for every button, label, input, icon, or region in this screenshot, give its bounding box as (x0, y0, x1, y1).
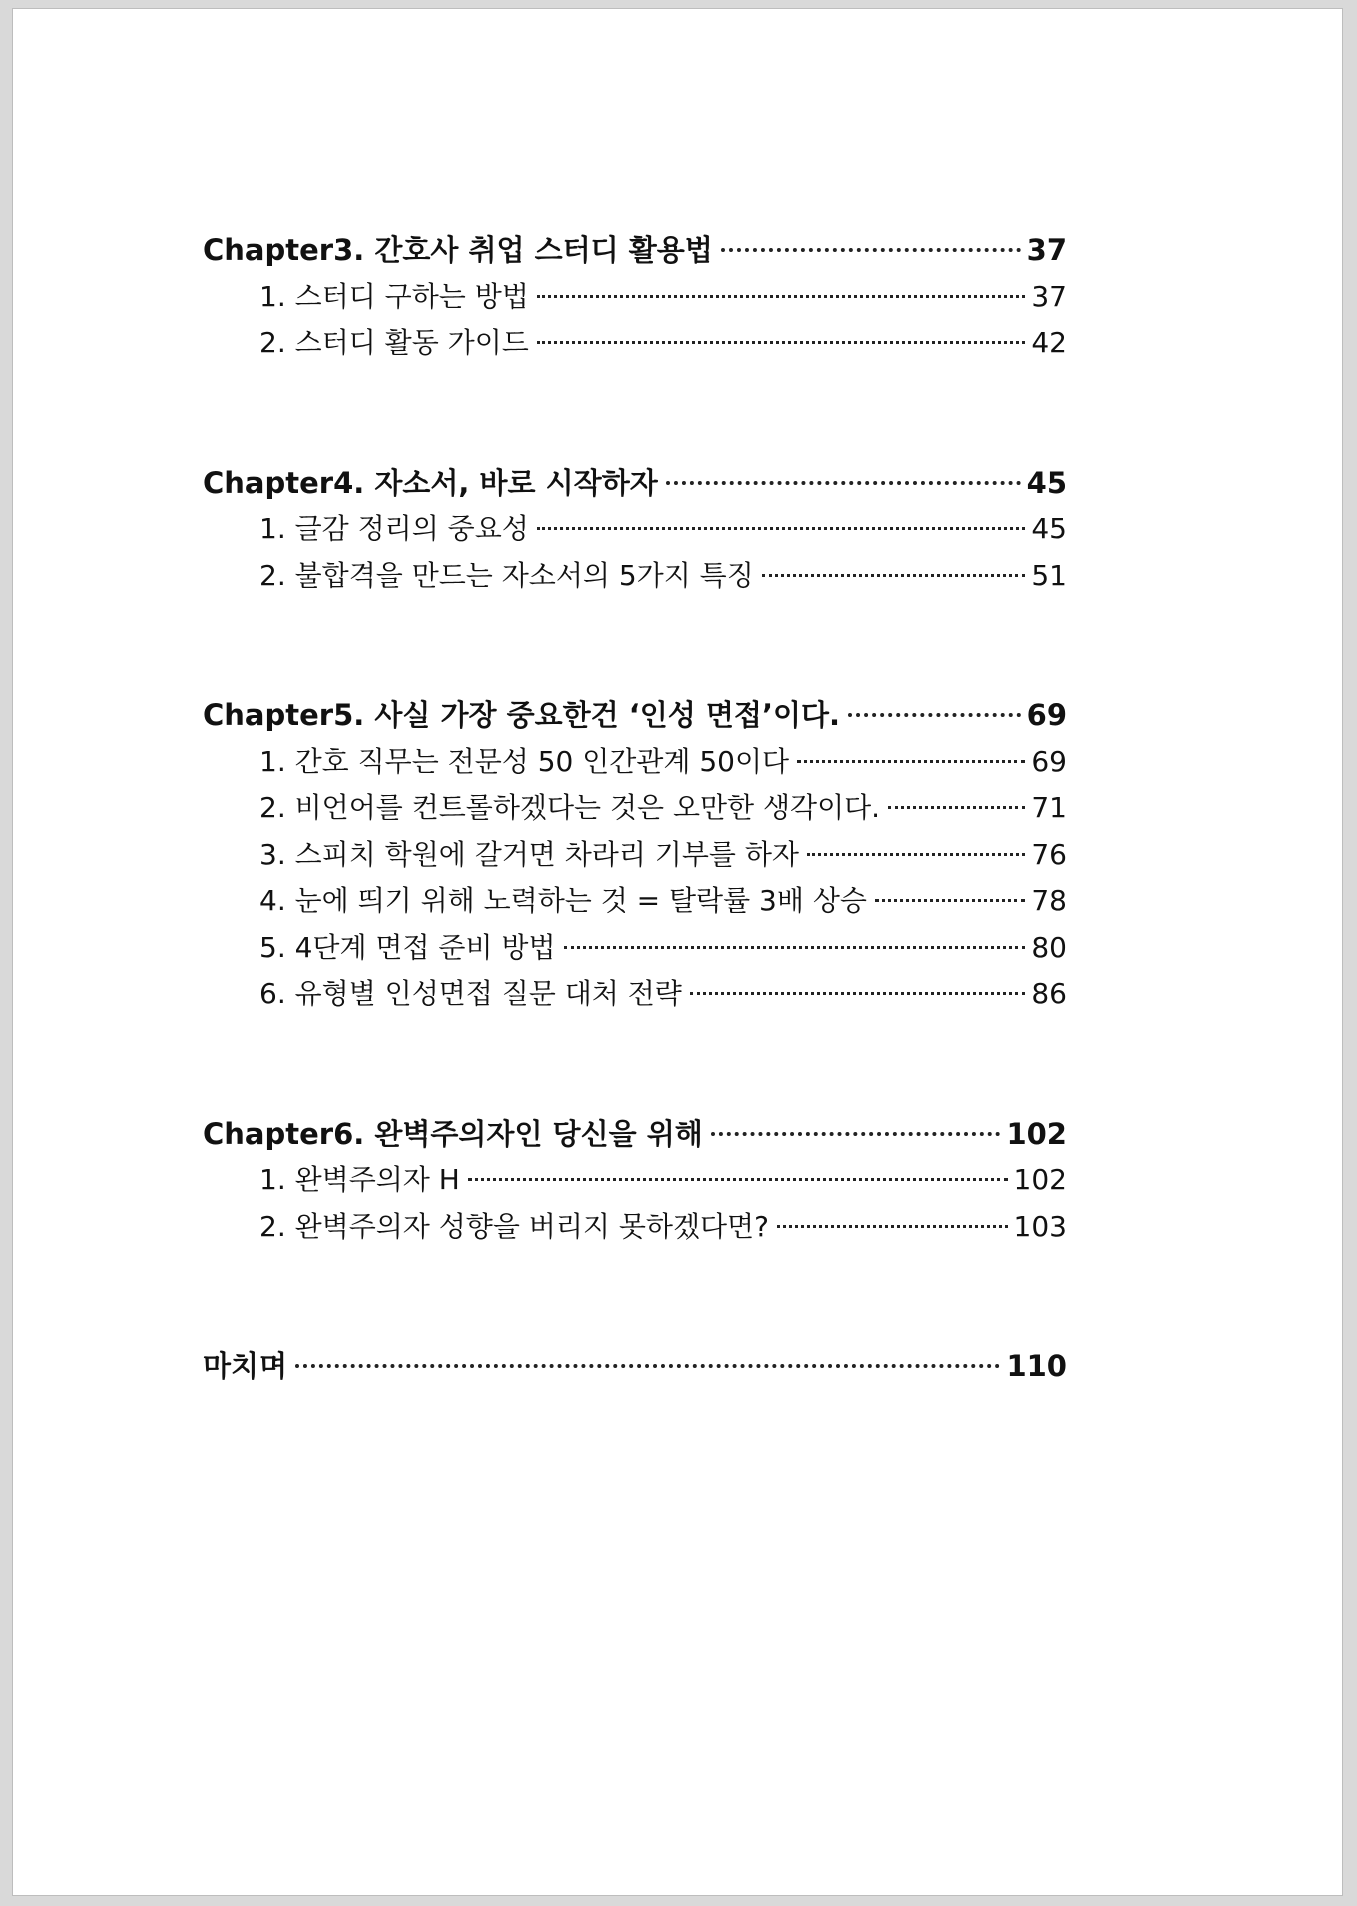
dot-leader (762, 574, 1026, 577)
toc-chapter-heading (203, 692, 1067, 739)
section-title: 1. 글감 정리의 중요성 (259, 512, 529, 545)
page-number: 37 (1031, 279, 1067, 313)
page-number: 80 (1031, 930, 1067, 964)
section-title: 1. 스터디 구하는 방법 (259, 279, 529, 313)
toc-section (203, 320, 1067, 367)
page-number: 45 (1026, 465, 1067, 500)
toc-chapter-heading (203, 1111, 1067, 1158)
dot-leader (721, 248, 1021, 252)
toc-section (203, 785, 1067, 832)
toc-chapter-4 (203, 460, 1067, 600)
toc-chapter-heading (203, 1343, 1067, 1390)
table-of-contents (203, 227, 1067, 1390)
page-number: 76 (1031, 837, 1067, 871)
toc-section (203, 925, 1067, 972)
section-title: 2. 완벽주의자 성향을 버리지 못하겠다면? (259, 1209, 769, 1243)
dot-leader (848, 713, 1021, 717)
page-number: 69 (1031, 744, 1067, 778)
dot-leader (564, 946, 1026, 949)
section-title: 3. 스피치 학원에 갈거면 차라리 기부를 하자 (259, 837, 799, 871)
section-title: 2. 스터디 활동 가이드 (259, 326, 529, 359)
toc-section (203, 1157, 1067, 1204)
dot-leader (875, 899, 1025, 902)
dot-leader (537, 295, 1026, 298)
dot-leader (666, 481, 1021, 485)
toc-section (203, 878, 1067, 925)
toc-closing (203, 1343, 1067, 1390)
dot-leader (797, 760, 1025, 763)
page-number: 69 (1026, 698, 1067, 732)
page-number: 110 (1006, 1349, 1067, 1383)
toc-chapter-6 (203, 1111, 1067, 1251)
chapter-title: Chapter4. 자소서, 바로 시작하자 (203, 465, 658, 500)
section-title: 4. 눈에 띄기 위해 노력하는 것 = 탈락률 3배 상승 (259, 884, 867, 917)
dot-leader (690, 992, 1026, 995)
dot-leader (537, 527, 1026, 530)
section-title: 6. 유형별 인성면접 질문 대처 전략 (259, 977, 682, 1010)
section-title: 2. 불합격을 만드는 자소서의 5가지 특징 (259, 558, 754, 592)
dot-leader (888, 806, 1025, 809)
dot-leader (295, 1364, 1000, 1368)
toc-chapter-heading (203, 227, 1067, 274)
page-number: 45 (1031, 512, 1067, 545)
page-number: 51 (1031, 558, 1067, 592)
chapter-title: 마치며 (203, 1349, 288, 1383)
section-title: 2. 비언어를 컨트롤하겠다는 것은 오만한 생각이다. (259, 791, 881, 824)
chapter-title: Chapter3. 간호사 취업 스터디 활용법 (203, 233, 713, 267)
page-number: 42 (1031, 326, 1067, 359)
toc-section (203, 553, 1067, 600)
toc-chapter-heading (203, 460, 1067, 507)
document-page (12, 8, 1343, 1896)
chapter-title: Chapter5. 사실 가장 중요한건 ‘인성 면접’이다. (203, 698, 841, 732)
dot-leader (537, 341, 1026, 344)
toc-section (203, 1204, 1067, 1251)
toc-section (203, 832, 1067, 879)
dot-leader (777, 1225, 1008, 1228)
toc-section (203, 971, 1067, 1018)
page-number: 102 (1013, 1163, 1067, 1196)
toc-section (203, 506, 1067, 553)
toc-section (203, 739, 1067, 786)
page-number: 71 (1031, 791, 1067, 824)
toc-section (203, 274, 1067, 321)
dot-leader (807, 853, 1025, 856)
page-number: 86 (1031, 977, 1067, 1010)
dot-leader (711, 1132, 1001, 1136)
section-title: 5. 4단계 면접 준비 방법 (259, 930, 556, 964)
page-number: 37 (1026, 233, 1067, 267)
page-number: 103 (1013, 1209, 1067, 1243)
dot-leader (468, 1178, 1008, 1181)
section-title: 1. 간호 직무는 전문성 50 인간관계 50이다 (259, 744, 790, 778)
page-number: 102 (1006, 1116, 1067, 1151)
toc-chapter-3 (203, 227, 1067, 367)
section-title: 1. 완벽주의자 H (259, 1163, 460, 1196)
page-number: 78 (1031, 884, 1067, 917)
toc-chapter-5 (203, 692, 1067, 1018)
chapter-title: Chapter6. 완벽주의자인 당신을 위해 (203, 1116, 703, 1151)
